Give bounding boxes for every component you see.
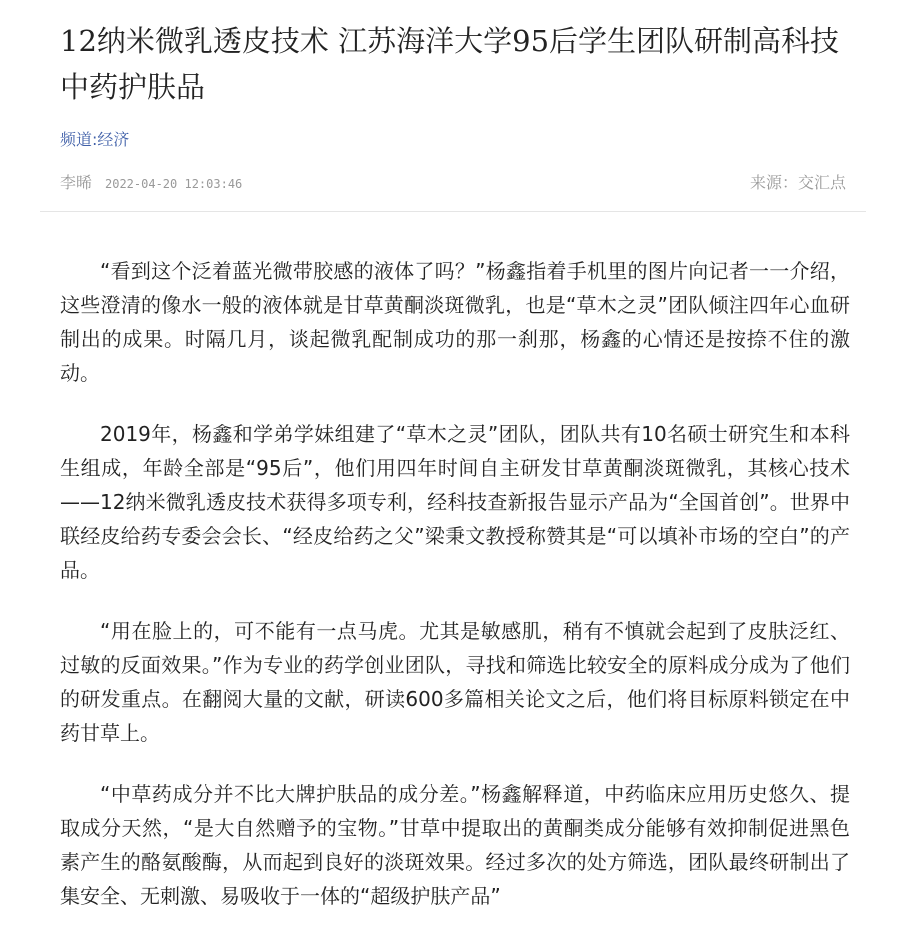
article-meta bbox=[60, 170, 846, 196]
paragraph: “用在脸上的，可不能有一点马虎。尤其是敏感肌，稍有不慎就会起到了皮肤泛红、过敏的反面效果。”作为专业的药学创业团队，寻找和筛选比较安全的原料成分成为了他们的研发重点。在翻阅大量的文献，研读600多篇相关论文之后，他们将目标原料锁定在中药甘草上。 bbox=[60, 619, 850, 745]
article-body bbox=[60, 254, 850, 940]
publish-time: 2022-04-20 12:03:46 bbox=[105, 177, 243, 191]
author-name: 李晞 bbox=[60, 173, 93, 192]
divider bbox=[40, 211, 866, 212]
paragraph: 2019年，杨鑫和学弟学妹组建了“草木之灵”团队，团队共有10名硕士研究生和本科生组成，年龄全部是“95后”，他们用四年时间自主研发甘草黄酮淡斑微乳，其核心技术——12纳米微乳透皮技术获得多项专利，经科技查新报告显示产品为“全国首创”。世界中联经皮给药专委会会长、“经皮给药之父”梁秉文教授称赞其是“可以填补市场的空白”的产品。 bbox=[60, 422, 850, 582]
channel-link[interactable]: 频道:经济 bbox=[60, 130, 130, 149]
article-source: 来源：交汇点 bbox=[749, 173, 846, 192]
paragraph: “中草药成分并不比大牌护肤品的成分差。”杨鑫解释道，中药临床应用历史悠久、提取成分天然，“是大自然赠予的宝物。”甘草中提取出的黄酮类成分能够有效抑制促进黑色素产生的酪氨酸酶，从而起到良好的淡斑效果。经过多次的处方筛选，团队最终研制出了集安全、无刺激、易吸收于一体的“超级护肤产品” bbox=[60, 782, 850, 908]
paragraph: “看到这个泛着蓝光微带胶感的液体了吗？”杨鑫指着手机里的图片向记者一一介绍，这些澄清的像水一般的液体就是甘草黄酮淡斑微乳，也是“草木之灵”团队倾注四年心血研制出的成果。时隔几月，谈起微乳配制成功的那一刹那，杨鑫的心情还是按捺不住的激动。 bbox=[60, 259, 850, 385]
article-title: 12纳米微乳透皮技术 江苏海洋大学95后学生团队研制高科技中药护肤品 bbox=[60, 24, 840, 104]
